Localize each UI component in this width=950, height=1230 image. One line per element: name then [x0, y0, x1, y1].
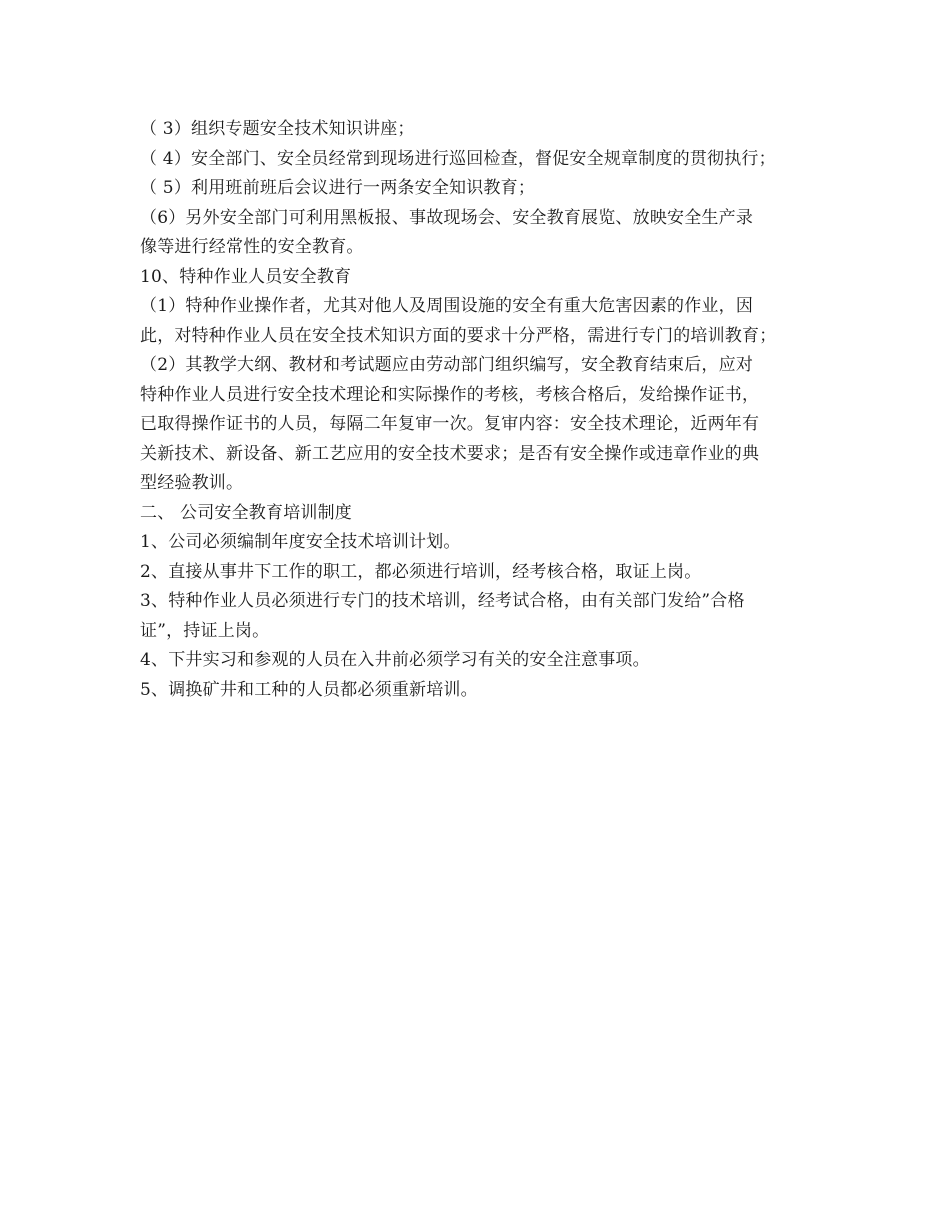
text-line: 关新技术、新设备、新工艺应用的安全技术要求；是否有安全操作或违章作业的典	[140, 443, 760, 464]
text-line: （2）其教学大纲、教材和考试题应由劳动部门组织编写，安全教育结束后，应对	[140, 355, 754, 375]
text-line: 此，对特种作业人员在安全技术知识方面的要求十分严格，需进行专门的培训教育；	[140, 325, 777, 346]
section-heading: 二、 公司安全教育培训制度	[140, 502, 353, 523]
text-line: 证”，持证上岗。	[140, 620, 270, 641]
text-line: （ 3）组织专题安全技术知识讲座；	[140, 119, 415, 139]
text-line: 2、直接从事井下工作的职工，都必须进行培训，经考核合格，取证上岗。	[140, 561, 702, 582]
text-line: 型经验教训。	[140, 473, 244, 493]
section-heading: 10、特种作业人员安全教育	[140, 266, 352, 287]
text-line: 1、公司必须编制年度安全技术培训计划。	[140, 532, 461, 552]
text-line: 像等进行经常性的安全教育。	[140, 237, 364, 257]
text-line: （ 5）利用班前班后会议进行一两条安全知识教育；	[140, 178, 536, 198]
text-line: 3、特种作业人员必须进行专门的技术培训，经考试合格，由有关部门发给”合格	[140, 591, 745, 611]
text-line: 4、下井实习和参观的人员在入井前必须学习有关的安全注意事项。	[140, 650, 650, 670]
text-line: 已取得操作证书的人员，每隔二年复审一次。复审内容：安全技术理论，近两年有	[140, 414, 760, 434]
text-line: 特种作业人员进行安全技术理论和实际操作的考核，考核合格后，发给操作证书，	[140, 384, 760, 405]
text-line: （6）另外安全部门可利用黑板报、事故现场会、安全教育展览、放映安全生产录	[140, 207, 754, 228]
text-line: （ 4）安全部门、安全员经常到现场进行巡回检查，督促安全规章制度的贯彻执行；	[140, 148, 776, 169]
document-body	[140, 115, 840, 705]
text-line: （1）特种作业操作者，尤其对他人及周围设施的安全有重大危害因素的作业，因	[140, 296, 754, 316]
text-line: 5、调换矿井和工种的人员都必须重新培训。	[140, 679, 478, 700]
